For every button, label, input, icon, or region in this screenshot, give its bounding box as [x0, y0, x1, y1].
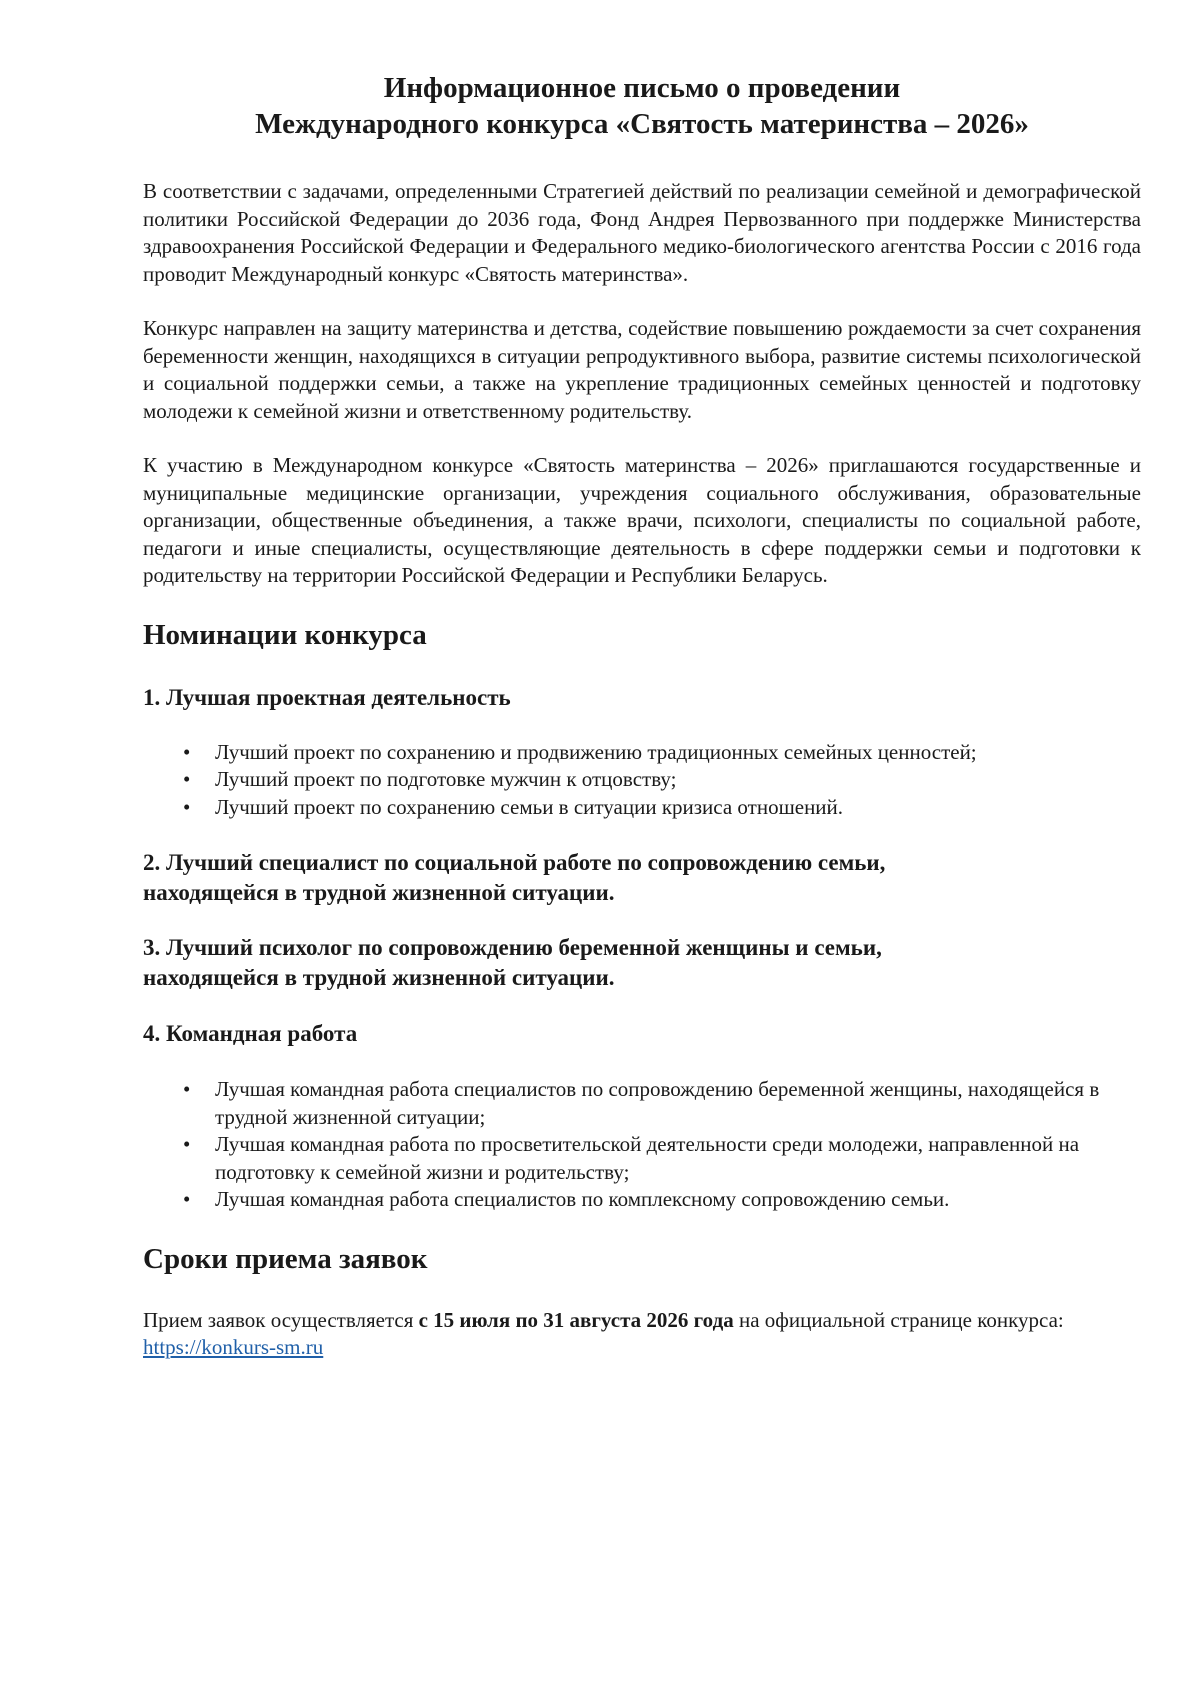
letter-page: [143, 70, 1141, 1362]
letter-title: [143, 70, 1141, 142]
purpose-paragraph: Конкурс направлен на защиту материнства и детства, содействие повышению рождаемости за счет сохранения беременности женщин, находящихся в ситуации репродуктивного выбора, развитие системы психологической и социальной поддержки семьи, а также на укрепление традиционных семейных ценностей и подготовку молодежи к семейной жизни и ответственному родительству.: [143, 316, 1141, 423]
list-item: • Лучшая командная работа специалистов по сопровождению беременной женщины, находящейся в трудной жизненной ситуации;: [183, 1077, 1100, 1129]
nomination-4-list: [143, 1076, 1141, 1214]
list-item: • Лучший проект по подготовке мужчин к отцовству;: [143, 766, 1141, 794]
title-line-1: Информационное письмо о проведении: [383, 72, 901, 104]
nomination-1-list: [143, 739, 1141, 822]
nomination-4-title: 4. Командная работа: [143, 1021, 358, 1046]
deadline-dates: с 15 июля по 31 августа 2026 года: [418, 1307, 734, 1332]
bullet-icon: •: [183, 1187, 191, 1211]
bullet-icon: •: [183, 739, 191, 764]
participants-paragraph: К участию в Международном конкурсе «Святость материнства – 2026» приглашаются государственные и муниципальные медицинские организации, учреждения социального обслуживания, образовательные организации, общественные объединения, а также врачи, психологи, специалисты по социальной работе, педагоги и иные специалисты, осуществляющие деятельность в сфере поддержки семьи и подготовки к родительству на территории Российской Федерации и Республики Беларусь.: [143, 453, 1141, 587]
bullet-icon: •: [183, 794, 191, 819]
nomination-1-title: 1. Лучшая проектная деятельность: [143, 684, 511, 710]
bullet-icon: •: [183, 1077, 191, 1101]
intro-paragraph: В соответствии с задачами, определенными Стратегией действий по реализации семейной и демографической политики Российской Федерации до 2036 года, Фонд Андрея Первозванного при поддержке Министерства здравоохранения Российской Федерации и Федерального медико-биологического агентства России с 2016 года проводит Международный конкурс «Святость материнства».: [143, 179, 1141, 286]
deadline-paragraph: Прием заявок осуществляется с 15 июля по 31 августа 2026 года на официальной странице конкурса: https://konkurs-sm.ru: [143, 1307, 1064, 1359]
list-item: • Лучшая командная работа по просветительской деятельности среди молодежи, направленной на подготовку к семейной жизни и родительству;: [183, 1132, 1080, 1184]
deadlines-heading: Сроки приема заявок: [143, 1242, 428, 1275]
list-item: • Лучший проект по сохранению семьи в ситуации кризиса отношений.: [143, 794, 1141, 822]
contest-site-link[interactable]: https://konkurs-sm.ru: [143, 1335, 324, 1359]
bullet-icon: •: [183, 1132, 191, 1156]
list-item: • Лучшая командная работа специалистов по комплексному сопровождению семьи.: [143, 1186, 1141, 1214]
nomination-3-title: 3. Лучший психолог по сопровождению беременной женщины и семьи, находящейся в трудной жизненной ситуации.: [143, 935, 882, 990]
bullet-icon: •: [183, 767, 191, 791]
list-item: • Лучший проект по сохранению и продвижению традиционных семейных ценностей;: [143, 739, 1141, 767]
title-line-2: Международного конкурса «Святость материнства – 2026»: [255, 108, 1029, 140]
nominations-heading: Номинации конкурса: [143, 618, 427, 651]
nomination-2-title: 2. Лучший специалист по социальной работе по сопровождению семьи, находящейся в трудной жизненной ситуации.: [143, 850, 886, 905]
